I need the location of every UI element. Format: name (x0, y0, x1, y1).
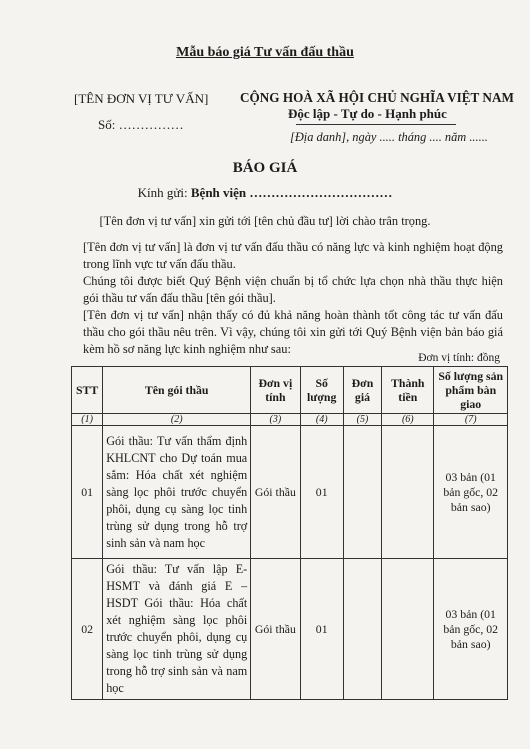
currency-unit-note: Đơn vị tính: đồng (418, 352, 500, 364)
header-deliverables: Số lượng sản phẩm bàn giao (434, 367, 508, 414)
body-paragraph: Chúng tôi được biết Quý Bệnh viện chuẩn bị tổ chức lựa chọn nhà thầu thực hiện gói thầu tư vấn đấu thầu [tên gói thầu]. (83, 274, 503, 305)
header-stt: STT (72, 367, 103, 414)
greeting-prefix: Kính gửi: (137, 185, 191, 200)
sender-org-name: [TÊN ĐƠN VỊ TƯ VẤN] (74, 91, 209, 106)
column-number: (2) (103, 414, 251, 426)
column-number: (7) (434, 414, 508, 426)
row-quantity: 01 (300, 559, 343, 700)
column-number: (6) (382, 414, 434, 426)
row-package-name: Gói thầu: Tư vấn lập E-HSMT và đánh giá E – HSDT Gói thầu: Hóa chất xét nghiệm sàng lọc phôi trước chuyển phôi, dụng cụ sàng lọc tinh trùng sử dụng trong hỗ trợ sinh sản và nam học (103, 559, 251, 700)
row-unit: Gói thầu (251, 426, 300, 559)
national-motto: Độc lập - Tự do - Hạnh phúc (288, 106, 447, 121)
row-unit-price (343, 426, 381, 559)
greeting-line (0, 185, 530, 201)
body-paragraph: [Tên đơn vị tư vấn] nhận thấy có đủ khả năng hoàn thành tốt công tác tư vấn đấu thầu cho gói thầu nêu trên. Vì vậy, chúng tôi xin gửi tới Quý Bệnh viện bản báo giá kèm hồ sơ năng lực kinh nghiệm như sau: (83, 308, 503, 356)
quote-heading: BÁO GIÁ (232, 160, 298, 176)
document-title: Mẫu báo giá Tư vấn đấu thầu (176, 45, 354, 60)
row-deliverables: 03 bản (01 bản gốc, 02 bản sao) (434, 426, 508, 559)
column-number: (5) (343, 414, 381, 426)
header-unit-price: Đơn giá (343, 367, 381, 414)
place-date-line: [Địa danh], ngày ..... tháng .... năm ...... (290, 130, 488, 144)
row-stt: 02 (72, 559, 103, 700)
quote-table (71, 366, 508, 700)
column-number: (1) (72, 414, 103, 426)
row-package-name: Gói thầu: Tư vấn thẩm định KHLCNT cho Dự toán mua sắm: Hóa chất xét nghiệm sàng lọc phôi trước chuyển phôi, dụng cụ sàng lọc tinh trùng sử dụng trong hỗ trợ sinh sản và nam học (103, 426, 251, 559)
motto-underline (296, 124, 456, 125)
row-stt: 01 (72, 426, 103, 559)
header-total: Thành tiền (382, 367, 434, 414)
column-number-row (72, 414, 508, 426)
row-unit-price (343, 559, 381, 700)
intro-line: [Tên đơn vị tư vấn] xin gửi tới [tên chủ đầu tư] lời chào trân trọng. (99, 214, 431, 228)
row-unit: Gói thầu (251, 559, 300, 700)
table-row (72, 426, 508, 559)
header-quantity: Số lượng (300, 367, 343, 414)
row-total (382, 426, 434, 559)
greeting-recipient: Bệnh viện …………………………… (190, 185, 393, 200)
header-package-name: Tên gói thầu (103, 367, 251, 414)
row-deliverables: 03 bản (01 bản gốc, 02 bản sao) (434, 559, 508, 700)
column-number: (4) (300, 414, 343, 426)
document-number: Số: …………… (98, 117, 184, 132)
national-title: CỘNG HOÀ XÃ HỘI CHỦ NGHĨA VIỆT NAM (240, 90, 514, 105)
row-quantity: 01 (300, 426, 343, 559)
table-header-row (72, 367, 508, 414)
column-number: (3) (251, 414, 300, 426)
row-total (382, 559, 434, 700)
body-paragraph: [Tên đơn vị tư vấn] là đơn vị tư vấn đấu thầu có năng lực và kinh nghiệm hoạt động trong lĩnh vực tư vấn đấu thầu. (83, 240, 503, 271)
header-unit: Đơn vị tính (251, 367, 300, 414)
table-row (72, 559, 508, 700)
